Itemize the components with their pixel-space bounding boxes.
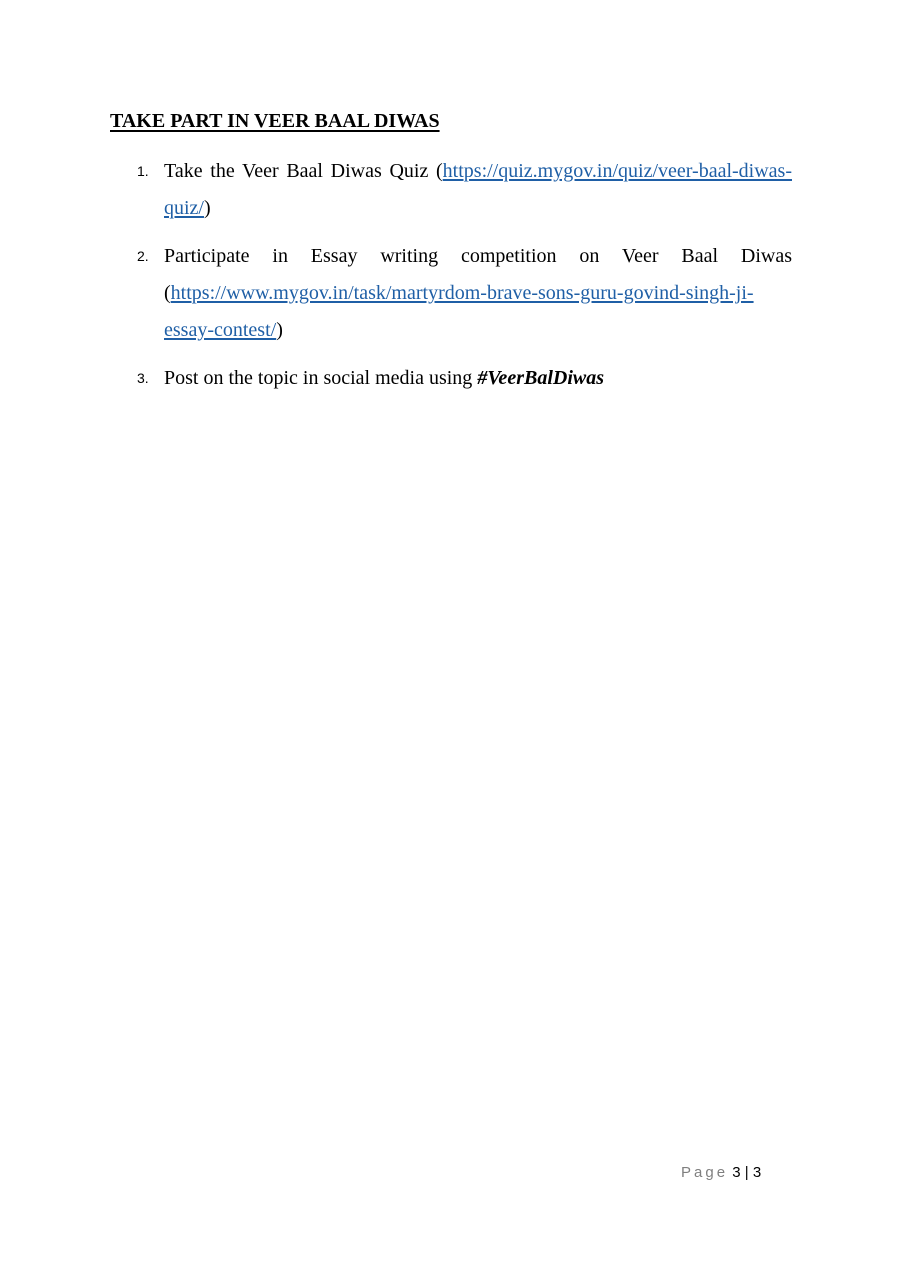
section-heading: TAKE PART IN VEER BAAL DIWAS — [110, 110, 440, 132]
page-footer — [681, 1164, 761, 1181]
page-label: Page — [681, 1164, 729, 1181]
list-number: 3. — [137, 370, 149, 386]
essay-contest-link[interactable]: https://www.mygov.in/task/martyrdom-brave-sons-guru-govind-singh-ji-essay-contest/ — [164, 282, 754, 341]
list-item-social — [110, 360, 792, 397]
quiz-link[interactable]: https://quiz.mygov.in/quiz/veer-baal-diwas-quiz/ — [164, 160, 792, 219]
participation-list — [110, 153, 792, 397]
item-text-close: ) — [204, 197, 211, 219]
current-page-number: 3 — [732, 1164, 741, 1181]
item-text: Post on the topic in social media using — [164, 367, 478, 389]
item-text: Participate in Essay writing competition on Veer Baal Diwas ( — [164, 245, 792, 304]
page-separator: | — [744, 1164, 749, 1181]
list-item-essay — [110, 238, 792, 349]
list-item-quiz — [110, 153, 792, 227]
list-number: 2. — [137, 248, 149, 264]
total-pages-number: 3 — [752, 1164, 762, 1181]
hashtag: #VeerBalDiwas — [477, 367, 604, 389]
item-text-close: ) — [276, 319, 283, 341]
list-number: 1. — [137, 163, 149, 179]
item-text: Take the Veer Baal Diwas Quiz ( — [164, 160, 443, 182]
